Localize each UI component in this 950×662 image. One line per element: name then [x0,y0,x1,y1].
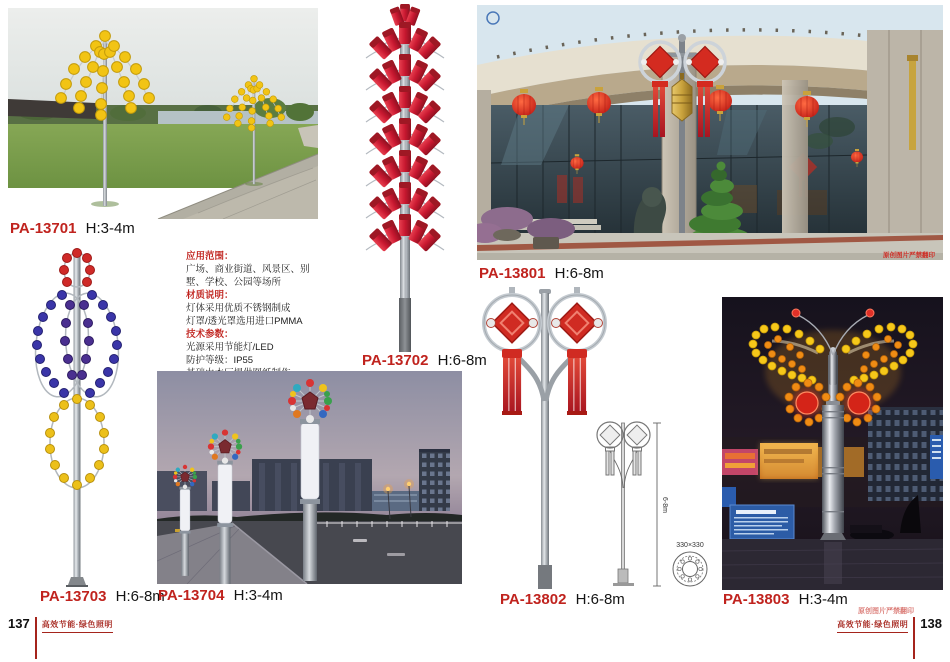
footer-left [8,617,113,659]
product-label-pa13703 [40,589,165,606]
technical-line-drawing [597,422,707,586]
product-code-pa13702: PA-13702 [362,352,429,369]
spec-material-title: 材质说明： [186,290,234,301]
drawing-height-dimension: 6-8m [661,497,668,513]
product-height-pa13701: H:3-4m [85,220,135,237]
spec-tech-title: 技术参数： [186,329,234,340]
spec-line: 广场、商业街道、风景区、别 [186,264,310,275]
product-label-pa13702 [362,353,487,370]
photo-pa13701-park-scene [8,8,318,219]
product-image-pa13802-knot-lamp [480,283,715,591]
spec-line: 防护等级：IP55 [186,355,254,366]
product-label-pa13803 [723,592,848,609]
product-height-pa13702: H:6-8m [437,352,487,369]
product-height-pa13802: H:6-8m [575,591,625,608]
product-code-pa13801: PA-13801 [479,265,546,282]
photo-watermark-text-small: 原创图片严禁翻印 [858,608,914,615]
product-height-pa13704: H:3-4m [233,587,283,604]
photo-pa13803-butterfly-lamp-night [722,297,943,590]
product-label-pa13701 [10,221,135,238]
spec-line: 灯罩/透光罩选用进口PMMA [186,316,303,327]
product-label-pa13801 [479,266,604,283]
product-label-pa13802 [500,592,625,609]
page-number-right: 138 [920,616,942,631]
product-label-pa13704 [158,588,283,605]
product-code-pa13802: PA-13802 [500,591,567,608]
product-height-pa13801: H:6-8m [554,265,604,282]
page-number-left: 137 [8,616,30,631]
lamp-pole [822,405,844,533]
spec-line: 墅、学校、公园等场所 [186,277,282,288]
photo-watermark-text: 原创图片严禁翻印 [883,252,935,259]
spec-text-block [186,250,344,380]
product-height-pa13703: H:6-8m [115,588,165,605]
drawing-base-dimension: 330×330 [676,542,704,549]
spec-application-title: 应用范围： [186,251,234,262]
spec-line: 光源采用节能灯/LED [186,342,274,353]
product-code-pa13803: PA-13803 [723,591,790,608]
product-image-pa13702-red-tier-lamp [342,2,468,352]
footer-slogan-left: 高效节能·绿色照明 [42,619,113,633]
photo-pa13704-street-scene [157,371,462,584]
footer-divider-right [913,617,915,659]
product-code-pa13701: PA-13701 [10,220,77,237]
product-height-pa13803: H:3-4m [798,591,848,608]
footer-divider-left [35,617,37,659]
photo-pa13801-hotel-entrance [477,5,943,260]
spec-line: 灯体采用优质不锈钢制成 [186,303,291,314]
product-image-pa13703-ball-loop-lamp [20,243,150,587]
product-code-pa13703: PA-13703 [40,588,107,605]
footer-slogan-right: 高效节能·绿色照明 [837,619,908,633]
product-code-pa13704: PA-13704 [158,587,225,604]
footer-right [837,617,942,659]
